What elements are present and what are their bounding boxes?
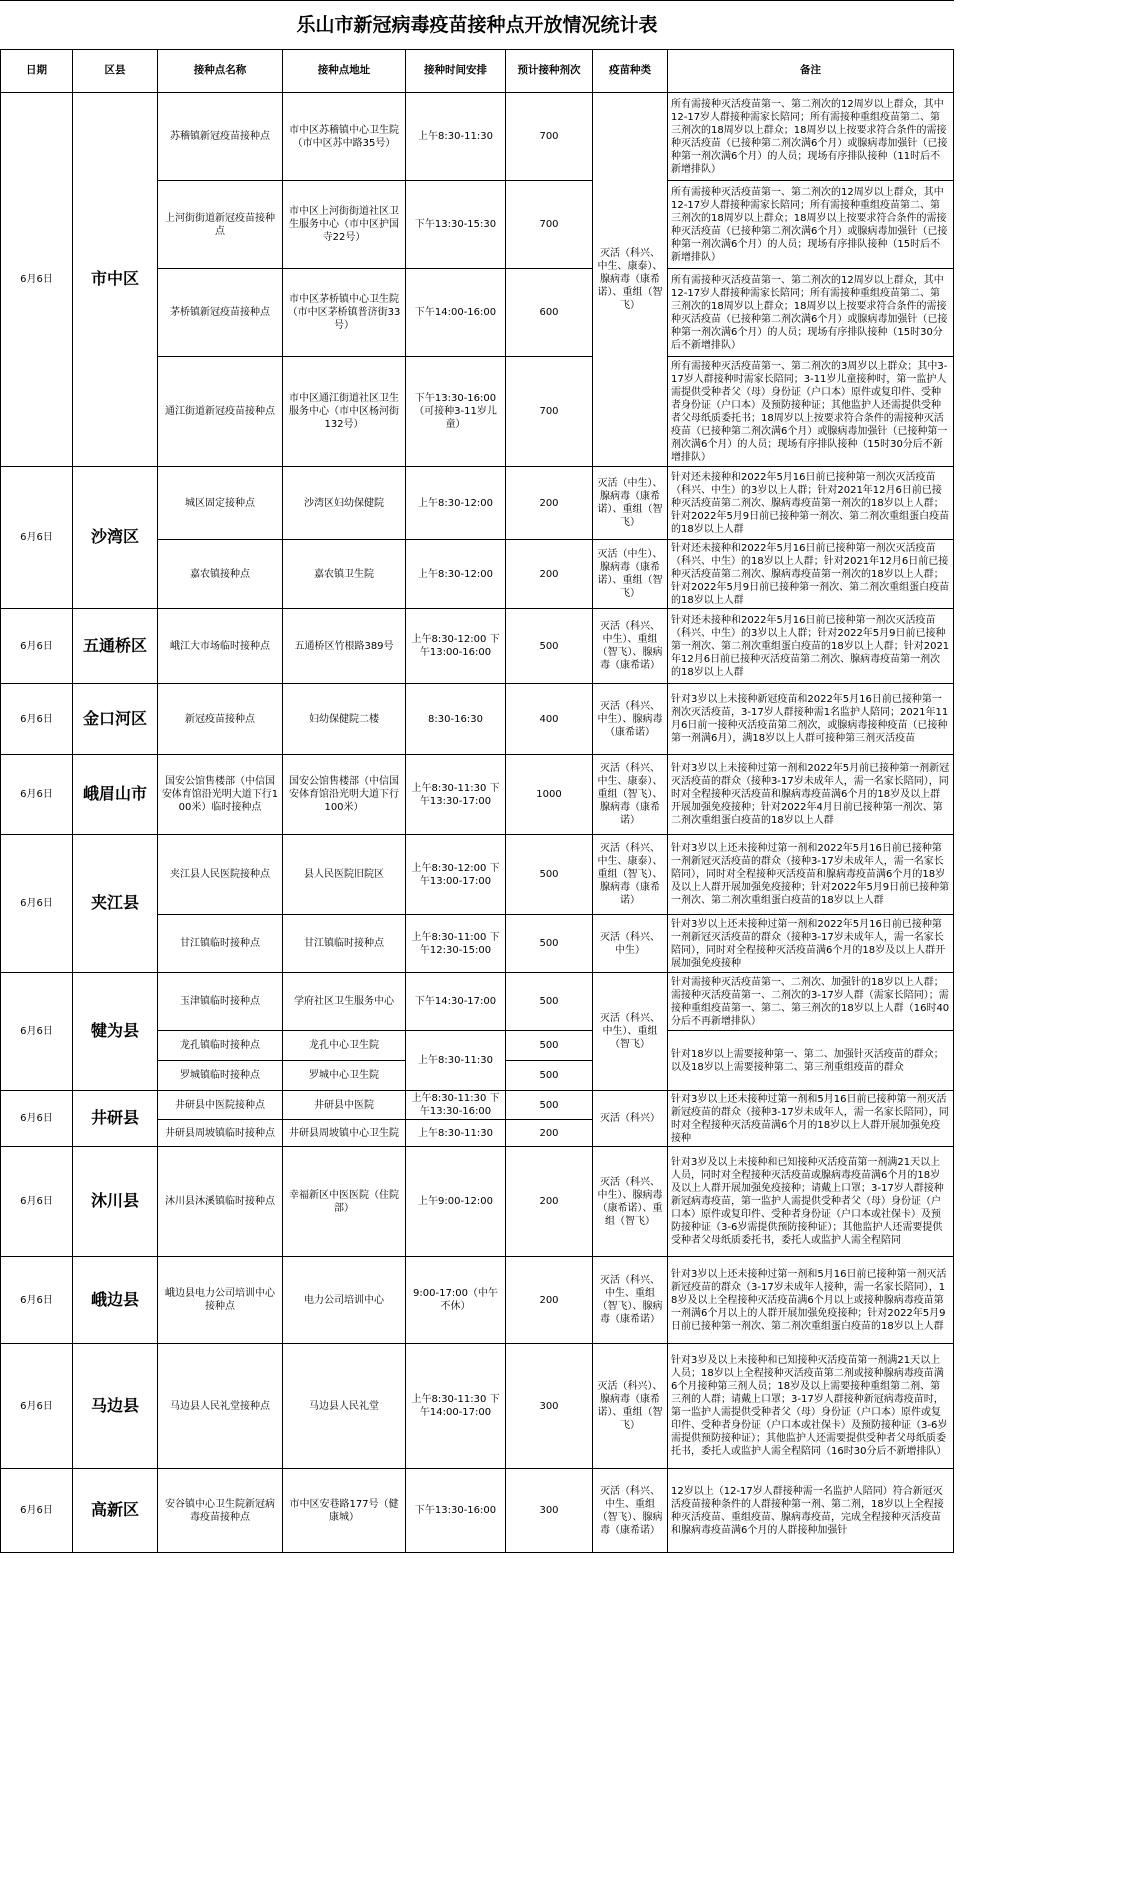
date-cell: 6月6日: [1, 1469, 73, 1553]
site-address-cell: 国安公馆售楼部（中信国安体育馆沿光明大道下行100米）: [283, 755, 406, 835]
district-cell: 金口河区: [73, 684, 158, 755]
table-row: [1, 1257, 954, 1344]
doses-cell: 500: [506, 835, 593, 915]
time-cell: 上午8:30-12:00: [406, 540, 506, 609]
site-address-cell: 市中区安巷路177号（健康城）: [283, 1469, 406, 1553]
time-cell: 上午9:00-12:00: [406, 1147, 506, 1257]
note-cell: 针对3岁以上还未接种过第一剂和5月16日前已接种第一剂灭活新冠疫苗的群众（3-17岁未成年人接种，需一名家长陪同），18岁及以上全程接种灭活疫苗满6个月以上或接种腺病毒疫苗第一剂满6个月以上的人群开展加强免疫接种；针对2022年5月9日前已接种第一剂次、第二剂次重组蛋白疫苗的18岁以上人群: [668, 1257, 954, 1344]
table-row: [1, 1147, 954, 1257]
site-name-cell: 马边县人民礼堂接种点: [158, 1344, 283, 1469]
table-row: [1, 684, 954, 755]
time-cell: 上午8:30-12:00 下午13:00-17:00: [406, 835, 506, 915]
date-cell: 6月6日: [1, 93, 73, 467]
doses-cell: 600: [506, 269, 593, 357]
site-name-cell: 玉津镇临时接种点: [158, 973, 283, 1031]
doses-cell: 200: [506, 540, 593, 609]
date-cell: 6月6日: [1, 835, 73, 973]
site-address-cell: 龙孔中心卫生院: [283, 1031, 406, 1061]
note-cell: 针对3岁及以上未接种和已知接种灭活疫苗第一剂满21天以上人员；18岁以上全程接种灭活疫苗第二剂或接种腺病毒疫苗满6个月接种第三剂人员；18岁及以上需要接种重组第二剂、第三剂的人群；请戴上口罩；3-17岁人群接种新冠病毒疫苗时，第一监护人需提供受种者父（母）身份证（户口本）原件或复印件、受种者身份证（户口本或社保卡）及预防接种证（3-6岁需提供预防接种证）；其他监护人还需要提供受种者父母纸质委托书，委托人或监护人需全程陪同（16时30分后不新增排队）: [668, 1344, 954, 1469]
time-cell: 下午13:30-16:00: [406, 1469, 506, 1553]
vaccine-cell: 灭活（科兴、中生）、重组（智飞）、腺病毒（康希诺）: [593, 609, 668, 684]
header-time: 接种时间安排: [406, 50, 506, 93]
time-cell: 8:30-16:30: [406, 684, 506, 755]
district-cell: 市中区: [73, 93, 158, 467]
note-cell: 针对3岁以上还未接种过第一剂和5月16日前已接种第一剂灭活新冠疫苗的群众（接种3-17岁未成年人，需一名家长陪同），同时对全程接种灭活疫苗满6个月的18岁以上人群开展加强免疫接种: [668, 1091, 954, 1147]
table-row: [1, 1091, 954, 1120]
table-row: [1, 609, 954, 684]
doses-cell: 300: [506, 1469, 593, 1553]
site-address-cell: 甘江镇临时接种点: [283, 915, 406, 973]
time-cell: 上午8:30-11:30: [406, 1120, 506, 1147]
district-cell: 夹江县: [73, 835, 158, 973]
vaccine-cell: 灭活（科兴、中生）、重组（智飞）: [593, 973, 668, 1091]
vaccine-cell: 灭活（科兴、中生、康泰）、腺病毒（康希诺）、重组（智飞）: [593, 93, 668, 467]
note-cell: 针对需接种灭活疫苗第一、二剂次、加强针的18岁以上人群；需接种灭活疫苗第一、二剂次的3-17岁人群（需家长陪同）；需接种重组疫苗第一、第二、第三剂次的18岁以上人群（16时40分后不再新增排队）: [668, 973, 954, 1031]
date-cell: 6月6日: [1, 755, 73, 835]
vaccine-cell: 灭活（中生）、腺病毒（康希诺）、重组（智飞）: [593, 467, 668, 540]
site-address-cell: 罗城中心卫生院: [283, 1061, 406, 1091]
site-name-cell: 茅桥镇新冠疫苗接种点: [158, 269, 283, 357]
header-site-address: 接种点地址: [283, 50, 406, 93]
note-cell: 所有需接种灭活疫苗第一、第二剂次的12周岁以上群众，其中12-17岁人群接种需家长陪同；所有需接种重组疫苗第二、第三剂次的18周岁以上群众；18周岁以上按要求符合条件的需接种灭活疫苗（已接种第二剂次满6个月）或腺病毒加强针（已接种第一剂次满6个月）的人员；现场有序排队接种（15时后不新增排队）: [668, 181, 954, 269]
site-address-cell: 幸福新区中医医院（住院部）: [283, 1147, 406, 1257]
district-cell: 井研县: [73, 1091, 158, 1147]
site-name-cell: 安谷镇中心卫生院新冠病毒疫苗接种点: [158, 1469, 283, 1553]
time-cell: 上午8:30-11:30 下午13:30-16:00: [406, 1091, 506, 1120]
date-cell: 6月6日: [1, 973, 73, 1091]
time-cell: 上午8:30-11:30 下午14:00-17:00: [406, 1344, 506, 1469]
time-cell: 上午8:30-12:00 下午13:00-16:00: [406, 609, 506, 684]
vaccine-cell: 灭活（科兴、中生）: [593, 915, 668, 973]
site-name-cell: 龙孔镇临时接种点: [158, 1031, 283, 1061]
time-cell: 下午13:30-16:00（可接种3-11岁儿童）: [406, 357, 506, 467]
time-cell: 下午14:30-17:00: [406, 973, 506, 1031]
table-header-row: [1, 50, 954, 93]
site-name-cell: 嘉农镇接种点: [158, 540, 283, 609]
site-address-cell: 嘉农镇卫生院: [283, 540, 406, 609]
table-row: [1, 835, 954, 915]
table-row: [1, 1469, 954, 1553]
note-cell: 针对3岁以上未接种新冠疫苗和2022年5月16日前已接种第一剂次灭活疫苗，3-17岁人群接种需1名监护人陪同；2021年11月6日前一接种灭活疫苗第二剂次，或腺病毒接种疫苗（已接种第一剂满6月），满18岁以上人群可接种第三剂灭活疫苗: [668, 684, 954, 755]
note-cell: 所有需接种灭活疫苗第一、第二剂次的3周岁以上群众；其中3-17岁人群接种时需家长陪同；3-11岁儿童接种时，第一监护人需提供受种者父（母）身份证（户口本）原件或复印件、受种者身份证（户口本）及预防接种证；其他监护人还需提供受种者父母纸质委托书；18周岁以上按要求符合条件的需接种灭活疫苗（已接种第二剂次满6个月）或腺病毒加强针（已接种第一剂次满6个月）的人员；现场有序排队接种（15时30分后不新增排队）: [668, 357, 954, 467]
date-cell: 6月6日: [1, 1257, 73, 1344]
time-cell: 上午8:30-11:30: [406, 93, 506, 181]
table-row: [1, 973, 954, 1031]
doses-cell: 200: [506, 1147, 593, 1257]
time-cell: 上午8:30-11:30: [406, 1031, 506, 1091]
district-cell: 沐川县: [73, 1147, 158, 1257]
note-cell: 针对3岁以上还未接种过第一剂和2022年5月16日前已接种第一剂新冠灭活疫苗的群众（接种3-17岁未成年人，需一名家长陪同），同时对全程接种灭活疫苗满6个月的18岁及以上人群开展加强免疫接种: [668, 915, 954, 973]
note-cell: 针对3岁以上未接种过第一剂和2022年5月前已接种第一剂新冠灭活疫苗的群众（接种3-17岁未成年人，需一名家长陪同），同时对全程接种灭活疫苗和腺病毒疫苗满6个月的18岁及以上群开展加强免疫接种；针对2022年4月日前已接种第一剂次、第二剂次重组蛋白疫苗的18岁以上人群: [668, 755, 954, 835]
doses-cell: 400: [506, 684, 593, 755]
vaccine-cell: 灭活（科兴）: [593, 1091, 668, 1147]
vaccine-cell: 灭活（科兴、中生）、腺病毒（康希诺）: [593, 684, 668, 755]
header-notes: 备注: [668, 50, 954, 93]
site-address-cell: 电力公司培训中心: [283, 1257, 406, 1344]
doses-cell: 700: [506, 93, 593, 181]
time-cell: 下午13:30-15:30: [406, 181, 506, 269]
note-cell: 所有需接种灭活疫苗第一、第二剂次的12周岁以上群众，其中12-17岁人群接种需家长陪同；所有需接种重组疫苗第二、第三剂次的18周岁以上群众；18周岁以上按要求符合条件的需接种灭活疫苗（已接种第二剂次满6个月）或腺病毒加强针（已接种第一剂次满6个月）的人员；现场有序排队接种（11时后不新增排队）: [668, 93, 954, 181]
site-address-cell: 县人民医院旧院区: [283, 835, 406, 915]
time-cell: 上午8:30-11:30 下午13:30-17:00: [406, 755, 506, 835]
site-address-cell: 井研县周坡镇中心卫生院: [283, 1120, 406, 1147]
site-name-cell: 通江街道新冠疫苗接种点: [158, 357, 283, 467]
date-cell: 6月6日: [1, 609, 73, 684]
district-cell: 峨边县: [73, 1257, 158, 1344]
page-title: 乐山市新冠病毒疫苗接种点开放情况统计表: [0, 0, 954, 49]
note-cell: 针对还未接种和2022年5月16日前已接种第一剂次灭活疫苗（科兴、中生）的18岁以上人群；针对2021年12月6日前已接种灭活疫苗第二剂次、腺病毒疫苗第一剂次的18岁以上人群；针对2022年5月9日前已接种第一剂次、第二剂次重组蛋白疫苗的18岁以上人群: [668, 540, 954, 609]
site-name-cell: 井研县中医院接种点: [158, 1091, 283, 1120]
site-name-cell: 井研县周坡镇临时接种点: [158, 1120, 283, 1147]
site-name-cell: 国安公馆售楼部（中信国安体育馆沿光明大道下行100米）临时接种点: [158, 755, 283, 835]
note-cell: 针对3岁以上还未接种过第一剂和2022年5月16日前已接种第一剂新冠灭活疫苗的群众（接种3-17岁未成年人，需一名家长陪同），同时对全程接种灭活疫苗和腺病毒疫苗满6个月的18岁及以上人群开展加强免疫接种；针对2022年5月9日前已接种第一剂次、第二剂次重组蛋白疫苗的18岁以上人群: [668, 835, 954, 915]
time-cell: 下午14:00-16:00: [406, 269, 506, 357]
site-name-cell: 罗城镇临时接种点: [158, 1061, 283, 1091]
site-name-cell: 上河街街道新冠疫苗接种点: [158, 181, 283, 269]
vaccine-cell: 灭活（科兴、中生、重组（智飞）、腺病毒（康希诺）: [593, 1257, 668, 1344]
site-name-cell: 峨江大市场临时接种点: [158, 609, 283, 684]
site-name-cell: 甘江镇临时接种点: [158, 915, 283, 973]
date-cell: 6月6日: [1, 684, 73, 755]
vaccine-cell: 灭活（科兴）、腺病毒（康希诺）、重组（智飞）: [593, 1344, 668, 1469]
doses-cell: 500: [506, 1031, 593, 1061]
vaccine-cell: 灭活（科兴、中生、康泰）、重组（智飞）、腺病毒（康希诺）: [593, 835, 668, 915]
note-cell: 针对还未接种和2022年5月16日前已接种第一剂次灭活疫苗（科兴、中生）的3岁以上人群；针对2021年12月6日前已接种灭活疫苗第二剂次、腺病毒疫苗第一剂次的18岁以上人群；针对2022年5月9日前已接种第一剂次、第二剂次重组蛋白疫苗的18岁以上人群: [668, 467, 954, 540]
vaccine-cell: 灭活（科兴、中生）、腺病毒（康希诺）、重组（智飞）: [593, 1147, 668, 1257]
site-name-cell: 苏稽镇新冠疫苗接种点: [158, 93, 283, 181]
header-district: 区县: [73, 50, 158, 93]
time-cell: 上午8:30-11:00 下午12:30-15:00: [406, 915, 506, 973]
site-name-cell: 城区固定接种点: [158, 467, 283, 540]
doses-cell: 500: [506, 973, 593, 1031]
site-name-cell: 峨边县电力公司培训中心接种点: [158, 1257, 283, 1344]
table-row: [1, 755, 954, 835]
site-address-cell: 市中区通江街道社区卫生服务中心（市中区杨河街132号）: [283, 357, 406, 467]
doses-cell: 200: [506, 1257, 593, 1344]
doses-cell: 500: [506, 609, 593, 684]
district-cell: 马边县: [73, 1344, 158, 1469]
date-cell: 6月6日: [1, 1091, 73, 1147]
header-site-name: 接种点名称: [158, 50, 283, 93]
note-cell: 针对18岁以上需要接种第一、第二、加强针灭活疫苗的群众；以及18岁以上需要接种第二、第三剂重组疫苗的群众: [668, 1031, 954, 1091]
time-cell: 9:00-17:00（中午不休）: [406, 1257, 506, 1344]
header-vaccine-type: 疫苗种类: [593, 50, 668, 93]
district-cell: 峨眉山市: [73, 755, 158, 835]
doses-cell: 300: [506, 1344, 593, 1469]
doses-cell: 500: [506, 1091, 593, 1120]
table-row: [1, 93, 954, 181]
table-row: [1, 467, 954, 540]
site-address-cell: 五通桥区竹根路389号: [283, 609, 406, 684]
table-row: [1, 1344, 954, 1469]
site-address-cell: 沙湾区妇幼保健院: [283, 467, 406, 540]
doses-cell: 700: [506, 181, 593, 269]
site-name-cell: 夹江县人民医院接种点: [158, 835, 283, 915]
site-address-cell: 学府社区卫生服务中心: [283, 973, 406, 1031]
site-address-cell: 马边县人民礼堂: [283, 1344, 406, 1469]
note-cell: 针对3岁及以上未接种和已知接种灭活疫苗第一剂满21天以上人员，同时对全程接种灭活疫苗或腺病毒疫苗满6个月的18岁及以上人群开展加强免疫接种；请戴上口罩；3-17岁人群接种新冠病毒疫苗，第一监护人需提供受种者父（母）身份证（户口本）原件或复印件、受种者身份证（户口本或社保卡）及预防接种证（3-6岁需提供预防接种证）；其他监护人还需要提供受种者父母纸质委托书，委托人或监护人需全程陪同: [668, 1147, 954, 1257]
header-doses: 预计接种剂次: [506, 50, 593, 93]
district-cell: 犍为县: [73, 973, 158, 1091]
vaccination-sites-table: [0, 49, 954, 1553]
vaccine-cell: 灭活（科兴、中生、康泰）、重组（智飞）、腺病毒（康希诺）: [593, 755, 668, 835]
site-address-cell: 市中区茅桥镇中心卫生院（市中区茅桥镇普济街33号）: [283, 269, 406, 357]
site-name-cell: 沐川县沐溪镇临时接种点: [158, 1147, 283, 1257]
date-cell: 6月6日: [1, 1344, 73, 1469]
district-cell: 五通桥区: [73, 609, 158, 684]
site-address-cell: 妇幼保健院二楼: [283, 684, 406, 755]
site-address-cell: 井研县中医院: [283, 1091, 406, 1120]
doses-cell: 700: [506, 357, 593, 467]
note-cell: 所有需接种灭活疫苗第一、第二剂次的12周岁以上群众，其中12-17岁人群接种需家长陪同；所有需接种重组疫苗第二、第三剂次的18周岁以上群众；18周岁以上按要求符合条件的需接种灭活疫苗（已接种第二剂次满6个月）或腺病毒加强针（已接种第一剂次满6个月）的人员；现场有序排队接种（15时30分后不新增排队）: [668, 269, 954, 357]
date-cell: 6月6日: [1, 467, 73, 609]
vaccine-cell: 灭活（科兴、中生、重组（智飞）、腺病毒（康希诺）: [593, 1469, 668, 1553]
time-cell: 上午8:30-12:00: [406, 467, 506, 540]
note-cell: 12岁以上（12-17岁人群接种需一名监护人陪同）符合新冠灭活疫苗接种条件的人群接种第一剂、第二剂，18岁以上全程接种灭活疫苗、重组疫苗、腺病毒疫苗，完成全程接种灭活疫苗和腺病毒疫苗满6个月的人群接种加强针: [668, 1469, 954, 1553]
site-address-cell: 市中区上河街街道社区卫生服务中心（市中区护国寺22号）: [283, 181, 406, 269]
site-address-cell: 市中区苏稽镇中心卫生院（市中区苏中路35号）: [283, 93, 406, 181]
note-cell: 针对还未接种和2022年5月16日前已接种第一剂次灭活疫苗（科兴、中生）的3岁以上人群；针对2022年5月9日前已接种第一剂次、第二剂次重组蛋白疫苗的18岁以上人群；针对2021年12月6日前已接种灭活疫苗第二剂次、腺病毒疫苗第一剂次的18岁以上人群: [668, 609, 954, 684]
vaccine-cell: 灭活（中生）、腺病毒（康希诺）、重组（智飞）: [593, 540, 668, 609]
header-date: 日期: [1, 50, 73, 93]
doses-cell: 1000: [506, 755, 593, 835]
date-cell: 6月6日: [1, 1147, 73, 1257]
doses-cell: 200: [506, 1120, 593, 1147]
doses-cell: 200: [506, 467, 593, 540]
site-name-cell: 新冠疫苗接种点: [158, 684, 283, 755]
doses-cell: 500: [506, 915, 593, 973]
doses-cell: 500: [506, 1061, 593, 1091]
district-cell: 高新区: [73, 1469, 158, 1553]
district-cell: 沙湾区: [73, 467, 158, 609]
